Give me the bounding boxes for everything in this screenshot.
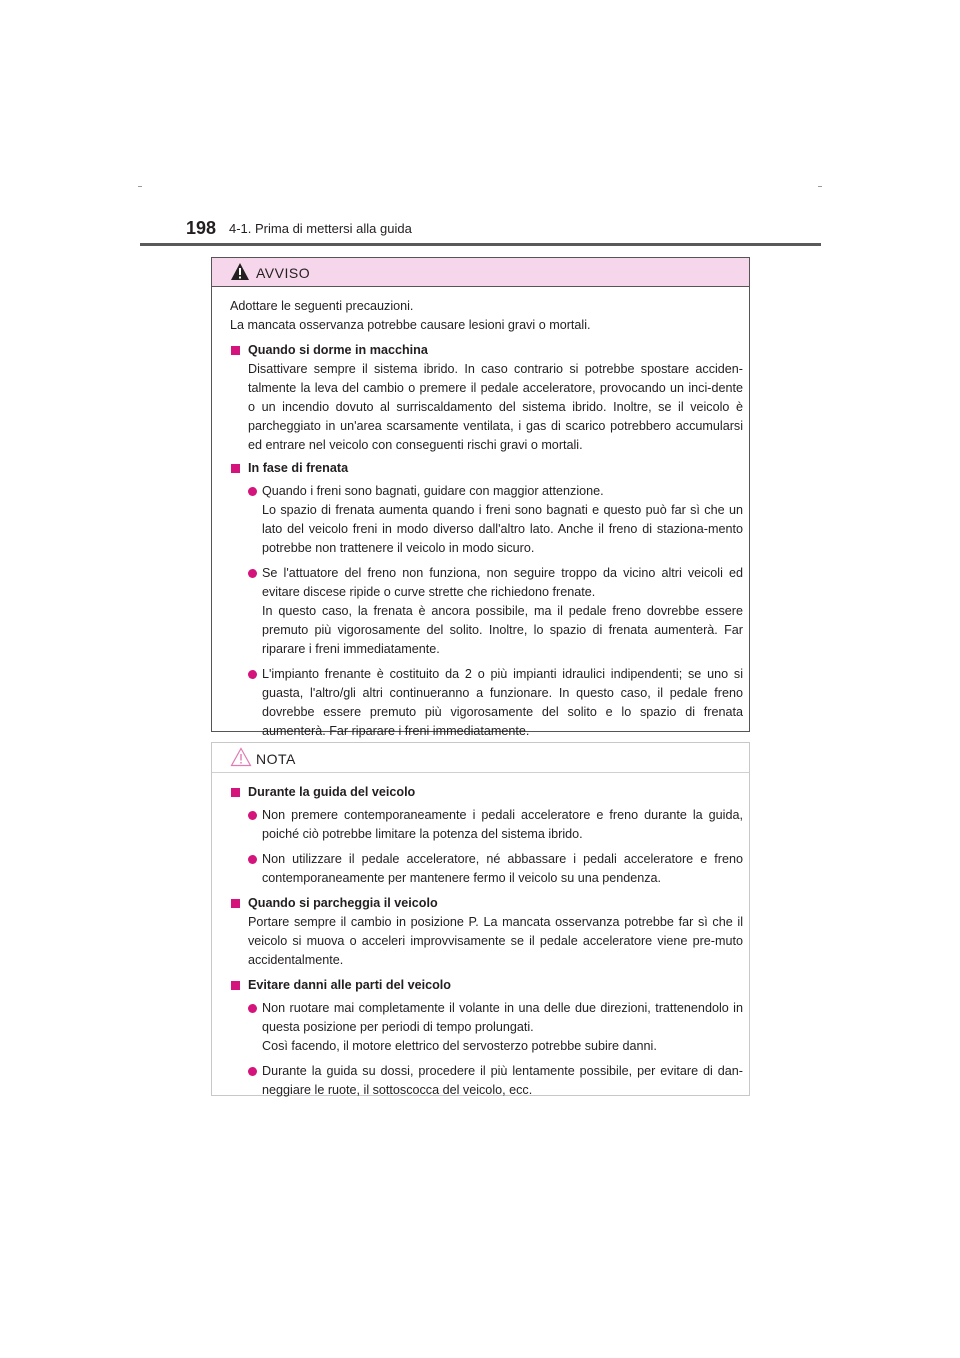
circle-bullet-icon bbox=[248, 855, 257, 864]
bullet-item bbox=[230, 999, 743, 1056]
crop-mark-right bbox=[818, 186, 822, 187]
bullet-item bbox=[230, 564, 743, 659]
circle-bullet-icon bbox=[248, 487, 257, 496]
square-bullet-icon bbox=[231, 464, 240, 473]
section-body: Disattivare sempre il sistema ibrido. In caso contrario si potrebbe spostare acciden-talmente la leva del cambio o premere il pedale acceleratore, provocando un inci-dente o un incendio dovuto al surriscaldamento del sistema ibrido. Inoltre, se il veicolo è parcheggiato in un'area scarsamente ventilata, i gas di scarico potrebbero accumularsi ed entrare nel veicolo con conseguenti rischi gravi o mortali. bbox=[248, 362, 743, 452]
heading-text: Evitare danni alle parti del veicolo bbox=[248, 978, 451, 992]
warning-triangle-icon bbox=[230, 262, 250, 281]
notice-content bbox=[212, 773, 749, 1100]
heading-text: Durante la guida del veicolo bbox=[248, 785, 416, 799]
warning-intro-line-1: Adottare le seguenti precauzioni. bbox=[230, 299, 414, 313]
header-rule bbox=[140, 243, 821, 246]
bullet-text: In questo caso, la frenata è ancora possibile, ma il pedale freno dovrebbe essere premuto più vigorosamente del solito. Inoltre, lo spazio di frenata aumenterà. Far riparare i freni immediatamente. bbox=[262, 604, 743, 656]
section-heading bbox=[230, 341, 743, 360]
heading-text: Quando si parcheggia il veicolo bbox=[248, 896, 438, 910]
warning-intro-line-2: La mancata osservanza potrebbe causare lesioni gravi o mortali. bbox=[230, 318, 591, 332]
warning-box-header bbox=[212, 258, 749, 287]
bullet-item bbox=[230, 1062, 743, 1100]
bullet-item bbox=[230, 850, 743, 888]
circle-bullet-icon bbox=[248, 670, 257, 679]
section-title: 4-1. Prima di mettersi alla guida bbox=[229, 221, 412, 236]
warning-title: AVVISO bbox=[256, 265, 311, 281]
square-bullet-icon bbox=[231, 899, 240, 908]
crop-mark-left bbox=[138, 186, 142, 187]
bullet-text: Non utilizzare il pedale acceleratore, né abbassare i pedali acceleratore e freno contemporaneamente per mantenere fermo il veicolo su una pendenza. bbox=[262, 852, 743, 885]
square-bullet-icon bbox=[231, 981, 240, 990]
warning-box bbox=[211, 257, 750, 738]
section-heading bbox=[230, 459, 743, 478]
bullet-text: L'impianto frenante è costituito da 2 o più impianti idraulici indipendenti; se uno si guasta, l'altro/gli altri continueranno a funzionare. In questo caso, il pedale freno dovrebbe essere premuto più vigorosamente del solito e lo spazio di frenata aumenterà. Far riparare i freni immediatamente. bbox=[262, 667, 743, 738]
section-body: Portare sempre il cambio in posizione P. La mancata osservanza potrebbe far sì che il veicolo si muova o acceleri improvvisamente se il pedale acceleratore viene pre-muto accidentalmente. bbox=[248, 915, 743, 967]
warning-content bbox=[212, 287, 749, 741]
bullet-item bbox=[230, 806, 743, 844]
square-bullet-icon bbox=[231, 346, 240, 355]
notice-title: NOTA bbox=[256, 751, 296, 767]
section-heading bbox=[230, 783, 743, 802]
heading-text: In fase di frenata bbox=[248, 461, 349, 475]
page-number: 198 bbox=[186, 218, 217, 238]
bullet-item bbox=[230, 665, 743, 741]
bullet-text: Quando i freni sono bagnati, guidare con maggior attenzione. bbox=[262, 484, 604, 498]
notice-box bbox=[211, 742, 750, 1096]
square-bullet-icon bbox=[231, 788, 240, 797]
circle-bullet-icon bbox=[248, 1004, 257, 1013]
section-heading bbox=[230, 894, 743, 913]
bullet-text: Se l'attuatore del freno non funziona, non seguire troppo da vicino altri veicoli ed evitare discese ripide o curve strette che richiedono frenate. bbox=[262, 566, 743, 599]
bullet-text: Non premere contemporaneamente i pedali acceleratore e freno durante la guida, poiché ciò potrebbe limitare la potenza del sistema ibrido. bbox=[262, 808, 743, 841]
caution-triangle-outline-icon bbox=[230, 747, 252, 767]
bullet-text: Così facendo, il motore elettrico del servosterzo potrebbe subire danni. bbox=[262, 1039, 657, 1053]
circle-bullet-icon bbox=[248, 569, 257, 578]
circle-bullet-icon bbox=[248, 1067, 257, 1076]
section-heading bbox=[230, 976, 743, 995]
bullet-text: Non ruotare mai completamente il volante in una delle due direzioni, trattenendolo in questa posizione per periodi di tempo prolungati. bbox=[262, 1001, 743, 1034]
circle-bullet-icon bbox=[248, 811, 257, 820]
bullet-item bbox=[230, 482, 743, 558]
bullet-text: Durante la guida su dossi, procedere il più lentamente possibile, per evitare di dan-neggiare le ruote, il sottoscocca del veicolo, ecc. bbox=[262, 1064, 743, 1097]
notice-box-header bbox=[212, 743, 749, 773]
heading-text: Quando si dorme in macchina bbox=[248, 343, 428, 357]
bullet-text: Lo spazio di frenata aumenta quando i freni sono bagnati e questo può far sì che un lato del veicolo freni in modo diverso dall'altro lato. Anche il freno di staziona-mento potrebbe non trattenere il veicolo in modo sicuro. bbox=[262, 503, 743, 555]
